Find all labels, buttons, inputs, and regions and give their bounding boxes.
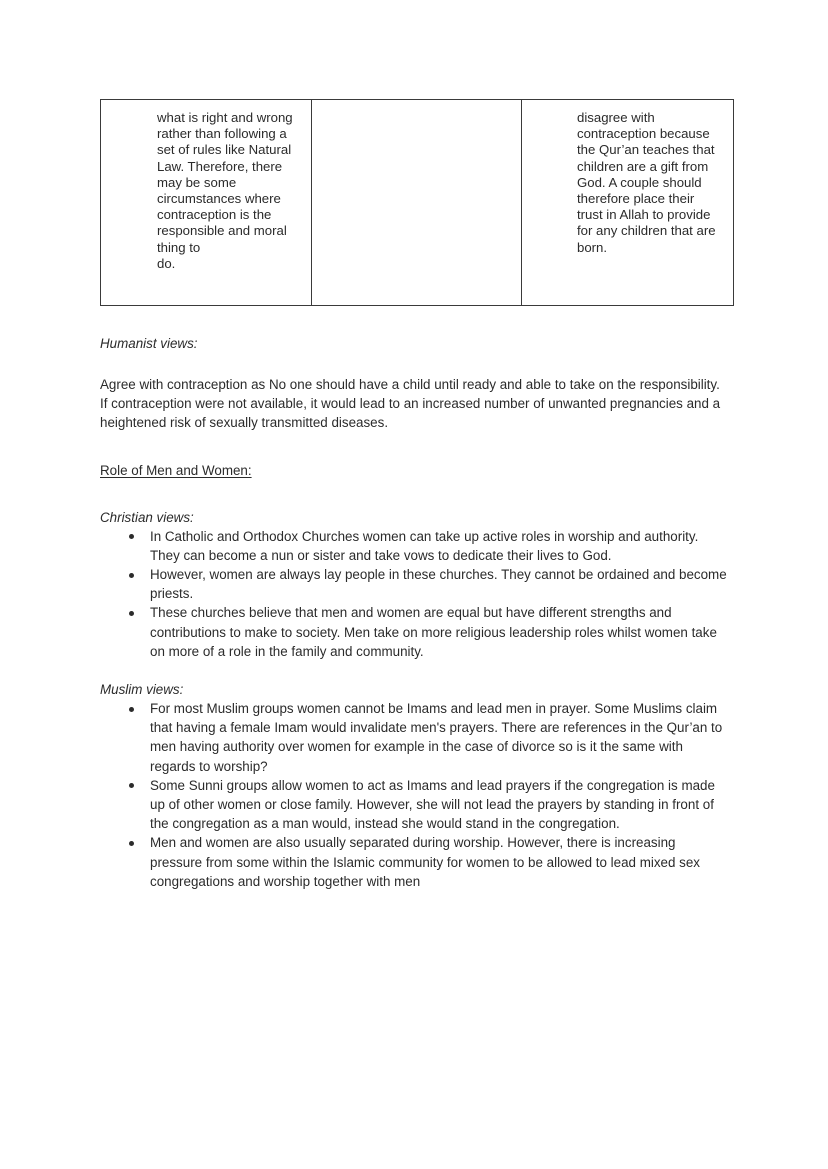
bullet-point-icon [129, 783, 134, 788]
list-item-text: In Catholic and Orthodox Churches women can take up active roles in worship and authority. They can become a nun or sister and take vows to dedicate their lives to God. [150, 528, 699, 563]
section-muslim-views [100, 680, 730, 891]
section-christian-views [100, 508, 730, 661]
cell-text-block [368, 100, 515, 110]
section-heading-role-of-men-and-women: Role of Men and Women: [100, 462, 252, 478]
views-comparison-table [100, 99, 734, 306]
cell-text-block [577, 100, 727, 256]
list-item [100, 699, 730, 776]
list-item [100, 833, 730, 891]
section-heading-muslim: Muslim views: [100, 682, 184, 698]
section-heading-christian: Christian views: [100, 509, 194, 525]
list-item [100, 603, 730, 661]
section-role-of-men-and-women [100, 461, 730, 480]
bullet-point-icon [129, 707, 134, 712]
cell-text-block [157, 100, 305, 272]
bullet-point-icon [129, 841, 134, 846]
bullet-list-muslim [100, 699, 730, 891]
document-content [100, 99, 730, 891]
section-humanist-views [100, 334, 730, 433]
list-item [100, 776, 730, 834]
table-cell-muslim-views [522, 100, 734, 306]
cell-paragraph-tail: do. [157, 255, 176, 271]
table-row [101, 100, 734, 306]
section-heading-humanist: Humanist views: [100, 336, 198, 351]
section-paragraph-humanist: Agree with contraception as No one should have a child until ready and able to take on the responsibility. If contraception were not available, it would lead to an increased number of unwanted pregnancies and a heightened risk of sexually transmitted diseases. [100, 377, 721, 431]
list-item-text: However, women are always lay people in these churches. They cannot be ordained and become priests. [150, 567, 727, 602]
bullet-point-icon [129, 573, 134, 578]
table-cell-christian-views [101, 100, 312, 306]
bullet-point-icon [129, 534, 134, 539]
list-item-text: These churches believe that men and women are equal but have different strengths and contributions to make to society. Men take on more religious leadership roles whilst women take on more of a role in the family and community. [150, 605, 717, 659]
cell-paragraph: what is right and wrong rather than following a set of rules like Natural Law. Therefore, there may be some circumstances where contraception is the responsible and moral thing to [157, 110, 293, 255]
list-item [100, 565, 730, 603]
list-item-text: Men and women are also usually separated during worship. However, there is increasing pressure from some within the Islamic community for women to be allowed to lead mixed sex congregations and worship together with men [150, 835, 700, 889]
list-item-text: Some Sunni groups allow women to act as Imams and lead prayers if the congregation is made up of other women or close family. However, she will not lead the prayers by standing in front of the congregation as a man would, instead she would stand in the congregation. [150, 777, 715, 832]
list-item-text: For most Muslim groups women cannot be Imams and lead men in prayer. Some Muslims claim that having a female Imam would invalidate men's prayers. There are references in the Qur’an to men having authority over women for example in the case of divorce so is it the same with regards to worship? [150, 701, 723, 774]
bullet-point-icon [129, 611, 134, 616]
table-cell-empty [312, 100, 522, 306]
bullet-list-christian [100, 527, 730, 661]
list-item [100, 527, 730, 565]
cell-paragraph: disagree with contraception because the Qur’an teaches that children are a gift from God. A couple should therefore place their trust in Allah to provide for any children that are born. [577, 110, 716, 255]
